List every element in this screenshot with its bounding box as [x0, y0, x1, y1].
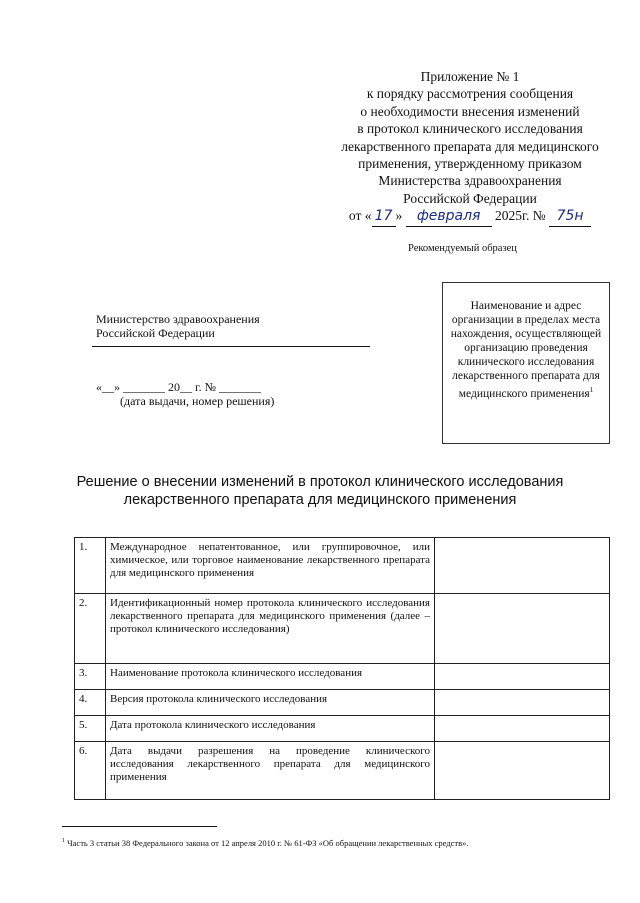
order-day: 17: [372, 208, 396, 226]
row-number: 3.: [75, 664, 106, 690]
ministry-underline: [92, 346, 370, 347]
table-row: [75, 742, 610, 800]
organization-box: [442, 282, 610, 444]
header-line: о необходимости внесения изменений: [360, 103, 580, 119]
appendix-header: [300, 68, 640, 227]
order-number: 75н: [549, 208, 591, 226]
footnote-separator: [62, 826, 217, 827]
row-value: [435, 690, 610, 716]
data-table: [74, 537, 610, 800]
table-row: [75, 716, 610, 742]
row-value: [435, 742, 610, 800]
order-month: февраля: [406, 208, 492, 226]
year-suffix: г. №: [522, 208, 546, 224]
date-mid: »: [395, 208, 403, 224]
decision-number-caption: (дата выдачи, номер решения): [120, 394, 275, 408]
row-number: 2.: [75, 594, 106, 664]
organization-box-text: Наименование и адрес организации в пределах места нахождения, осуществляющей организацию проведения клинического исследования лекарственного препарата для медицинского применения: [450, 300, 602, 400]
row-number: 5.: [75, 716, 106, 742]
row-label: Дата протокола клинического исследования: [106, 716, 435, 742]
header-line: Министерства здравоохранения: [378, 173, 562, 189]
date-prefix: от «: [348, 208, 372, 224]
recommended-sample-label: Рекомендуемый образец: [408, 243, 517, 254]
footnote-text: Часть 3 статьи 38 Федерального закона от 12 апреля 2010 г. № 61-ФЗ «Об обращении лекарственных средств».: [67, 838, 469, 848]
row-value: [435, 594, 610, 664]
row-label: Наименование протокола клинического исследования: [106, 664, 435, 690]
document-title: [0, 473, 640, 509]
ministry-line-2: Российской Федерации: [96, 326, 215, 340]
order-year: 2025: [495, 208, 523, 224]
table-row: [75, 664, 610, 690]
footnote-number: 1: [62, 838, 65, 845]
row-number: 4.: [75, 690, 106, 716]
row-label: Версия протокола клинического исследования: [106, 690, 435, 716]
header-line: применения, утвержденному приказом: [358, 156, 582, 172]
order-date-line: [300, 207, 640, 226]
row-value: [435, 716, 610, 742]
footnote-mark: 1: [589, 386, 594, 394]
title-line-1: Решение о внесении изменений в протокол клинического исследования: [76, 474, 564, 490]
row-label: Международное непатентованное, или группировочное, или химическое, или торговое наименование лекарственного препарата для медицинского применения: [106, 538, 435, 594]
header-line: лекарственного препарата для медицинского: [341, 138, 599, 154]
header-line: Российской Федерации: [403, 190, 537, 206]
ministry-line-1: Министерство здравоохранения: [96, 312, 260, 326]
footnote: [62, 838, 469, 848]
title-line-2: лекарственного препарата для медицинского применения: [123, 492, 517, 508]
row-label: Дата выдачи разрешения на проведение клинического исследования лекарственного препарата для медицинского применения: [106, 742, 435, 800]
row-value: [435, 664, 610, 690]
row-label: Идентификационный номер протокола клинического исследования лекарственного препарата для медицинского применения (далее – протокол клинического исследования): [106, 594, 435, 664]
header-line: к порядку рассмотрения сообщения: [366, 86, 574, 102]
header-line: Приложение № 1: [420, 69, 520, 84]
row-number: 6.: [75, 742, 106, 800]
table-row: [75, 690, 610, 716]
table-row: [75, 594, 610, 664]
row-number: 1.: [75, 538, 106, 594]
row-value: [435, 538, 610, 594]
table-row: [75, 538, 610, 594]
decision-number-field: «__» _______ 20__ г. № _______: [96, 380, 262, 394]
header-line: в протокол клинического исследования: [357, 121, 583, 137]
ministry-name: [96, 312, 260, 340]
